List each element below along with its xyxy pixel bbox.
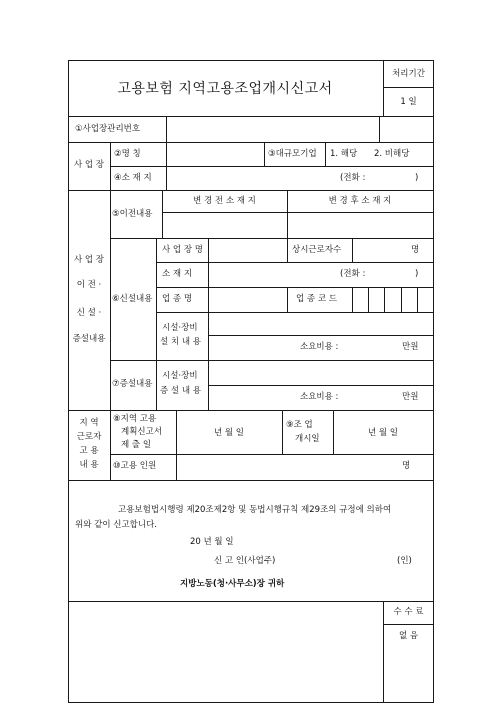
processing-period-header: 처리기간 [392,69,425,79]
addressee: 지방노동(청·사무소)장 귀하 [180,579,285,589]
cost-unit: 만원 [402,342,419,352]
industry-code-label: 업 종 코 드 [296,294,337,304]
start-label-1: ⑨조 업 [286,420,313,430]
new-name-label: 사 업 장 명 [162,245,203,255]
facility-label-1: 시설·장비 [162,323,198,333]
form-title: 고용보험 지역고용조업개시신고서 [117,81,333,97]
cost-label: 소요비용 : [300,342,339,352]
plan-date[interactable]: 년 월 일 [213,428,245,438]
start-label-2: 개시일 [295,434,320,444]
hire-label: ⑩고용 인원 [113,461,157,471]
new-phone-label: (전화 : [340,269,366,279]
large-corp-opt2[interactable]: 2. 비해당 [374,149,410,159]
hire-unit: 명 [402,461,411,471]
move-label-2: 이 전 · [76,280,102,290]
plan-label-2: 계획신고서 [121,427,163,437]
phone-label: (전화 : [340,173,366,183]
move-label-3: 신 설 · [76,308,102,318]
industry-label: 업 종 명 [162,294,193,304]
local-label-4: 내 용 [79,460,99,470]
move-label-1: 사 업 장 [73,255,105,265]
statement: 고용보험법시행령 제20조제2항 및 동법시행규칙 제29조의 규정에 의하여 [118,505,392,515]
seal-mark: (인) [397,556,412,566]
local-label-3: 고 용 [79,446,99,456]
plan-label-1: ⑧지역 고용 [113,414,157,424]
facility-label-2: 설 치 내 용 [160,337,201,347]
relocation-label: ⑤이전내용 [112,209,153,219]
statement-2: 위와 같이 신고합니다. [75,520,158,530]
name-label: ②명 칭 [114,149,141,159]
date-line: 20 년 월 일 [190,537,234,547]
local-label-2: 근로자 [76,432,102,442]
large-corp-label: ③대규모기업 [268,149,317,159]
location-label: ④소 재 지 [114,173,152,183]
workers-unit: 명 [411,245,420,255]
new-phone-close: ) [415,269,419,279]
expansion-cost-unit: 만원 [402,392,419,402]
new-location-label: 소 재 지 [162,269,193,279]
expansion-facility-1: 시설·장비 [162,371,198,381]
fee-value: 없 음 [398,631,419,641]
after-location-header: 변 경 후 소 재 지 [328,196,392,206]
expansion-label: ⑦증설내용 [112,379,153,389]
processing-period-value: 1 일 [400,97,417,107]
mgmt-no-label: ①사업장관리번호 [75,124,141,134]
expansion-cost-label: 소요비용 : [300,392,339,402]
before-location-header: 변 경 전 소 재 지 [193,196,256,206]
new-label: ⑥신설내용 [112,294,153,304]
plan-label-3: 제 출 일 [121,440,152,450]
local-label-1: 지 역 [79,418,99,428]
start-date[interactable]: 년 월 일 [367,428,399,438]
phone-close: ) [415,173,419,183]
workplace-label: 사 업 장 [73,160,105,170]
expansion-facility-2: 증 설 내 용 [160,386,201,396]
reporter-label: 신 고 인(사업주) [214,556,276,566]
move-label-4: 증설내용 [72,334,106,344]
fee-label: 수 수 료 [393,607,424,617]
regular-workers-label: 상시근로자수 [292,245,342,255]
large-corp-opt1[interactable]: 1. 해당 [330,149,358,159]
